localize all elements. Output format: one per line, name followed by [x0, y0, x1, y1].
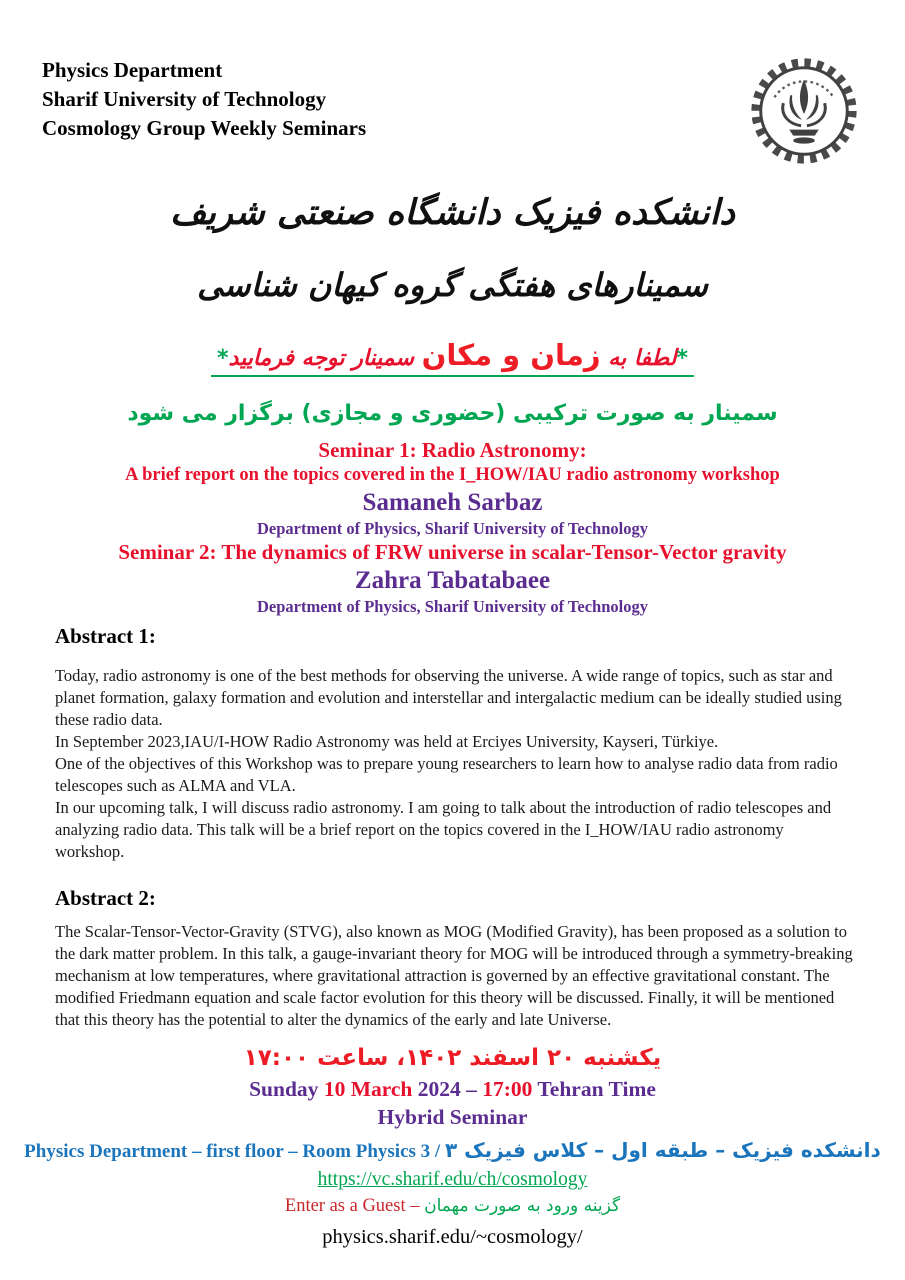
abstract1-paragraph: Today, radio astronomy is one of the best methods for observing the universe. A wide range of topics, such as star and planet formation, galaxy formation and evolution and interstellar and intergalactic medium can be ideally studied using these radio data. [55, 666, 842, 729]
calligraphy-department-line: دانشکده فیزیک دانشگاه صنعتی شریف [170, 193, 735, 233]
attention-notice [211, 338, 694, 377]
date-year-dash: 2024 – [417, 1077, 483, 1101]
abstract1-paragraph: In our upcoming talk, I will discuss radio astronomy. I am going to talk about the introduction of radio telescopes and analyzing radio data. This talk will be a brief report on the topics covered in the I_HOW/IAU radio astronomy workshop. [55, 798, 832, 861]
notice-suffix: سمینار توجه فرمایید [228, 346, 422, 371]
header-text-block [42, 56, 366, 143]
seminar2-speaker-name: Zahra Tabatabaee [354, 567, 551, 594]
cosmology-website-url: physics.sharif.edu/~cosmology/ [322, 1226, 583, 1248]
abstract2-heading: Abstract 2: [55, 886, 156, 910]
header-department: Physics Department [42, 58, 223, 82]
calligraphy-seminars-line: سمینارهای هفتگی گروه کیهان شناسی [197, 266, 708, 304]
abstract2-section [55, 885, 853, 1031]
abstract1-paragraph: One of the objectives of this Workshop was to prepare young researchers to learn how to analyse radio data from radio telescopes such as ALMA and VLA. [55, 754, 838, 795]
date-time: 17:00 [482, 1077, 533, 1101]
seminar1-speaker-affiliation: Department of Physics, Sharif University of Technology [257, 519, 648, 538]
seminar-date-fa: یکشنبه ۲۰ اسفند ۱۴۰۲، ساعت ۱۷:۰۰ [243, 1045, 662, 1071]
seminar1-speaker-name: Samaneh Sarbaz [362, 489, 543, 516]
location-line [0, 1135, 905, 1167]
seminar2-title: Seminar 2: The dynamics of FRW universe in scalar-Tensor-Vector gravity [118, 540, 787, 564]
notice-star-open: * [676, 346, 688, 371]
schedule-block [0, 1041, 905, 1251]
guest-entry-fa: گزینه ورود به صورت مهمان [424, 1196, 621, 1216]
vc-link-line [0, 1167, 905, 1193]
abstract1-heading: Abstract 1: [55, 624, 156, 648]
guest-entry-line [0, 1193, 905, 1219]
header-series-title: Cosmology Group Weekly Seminars [42, 116, 367, 140]
location-en: Physics Department – first floor – Room Physics 3 [24, 1141, 431, 1162]
seminar2-speaker-affiliation: Department of Physics, Sharif University of Technology [257, 597, 648, 616]
notice-star-close: * [217, 346, 229, 371]
abstract1-paragraph: In September 2023,IAU/I-HOW Radio Astronomy was held at Erciyes University, Kayseri, Türkiye. [55, 732, 719, 751]
hybrid-format-note-fa: سمینار به صورت ترکیبی (حضوری و مجازی) برگزار می شود [127, 401, 778, 426]
virtual-classroom-link[interactable]: https://vc.sharif.edu/ch/cosmology [317, 1169, 588, 1190]
abstract2-paragraph: The Scalar-Tensor-Vector-Gravity (STVG), also known as MOG (Modified Gravity), has been proposed as a solution to the dark matter problem. In this talk, a gauge-invariant theory for MOG will be introduced through a symmetry-breaking mechanism at low temperatures, where gravitational attraction is governed by an effective gravitational constant. The modified Friedmann equation and scale factor evolution for this theory will be discussed. Finally, it will be mentioned that this theory has the potential to alter the dynamics of the early and late Universe. [55, 922, 853, 1029]
calligraphy-block [0, 188, 905, 308]
abstract1-section [55, 623, 853, 863]
date-weekday: Sunday [249, 1077, 324, 1101]
header-university: Sharif University of Technology [42, 87, 327, 111]
seminar1-subtitle: A brief report on the topics covered in the I_HOW/IAU radio astronomy workshop [125, 465, 780, 485]
notice-prefix: لطفا به [600, 346, 677, 371]
sharif-university-logo-icon [745, 52, 863, 170]
seminar-date-en [0, 1075, 905, 1103]
guest-entry-en: Enter as a Guest – [284, 1196, 425, 1216]
attention-notice-wrap [0, 338, 905, 377]
location-separator: / [430, 1141, 445, 1162]
header [42, 56, 863, 170]
location-fa: دانشکده فیزیک – طبقه اول – کلاس فیزیک ۳ [444, 1138, 881, 1162]
seminar1-title: Seminar 1: Radio Astronomy: [318, 438, 587, 462]
notice-highlight-time-place: زمان و مکان [421, 338, 601, 372]
date-day-month: 10 March [323, 1077, 418, 1101]
date-timezone: Tehran Time [532, 1077, 656, 1101]
hybrid-seminar-label: Hybrid Seminar [377, 1105, 528, 1129]
